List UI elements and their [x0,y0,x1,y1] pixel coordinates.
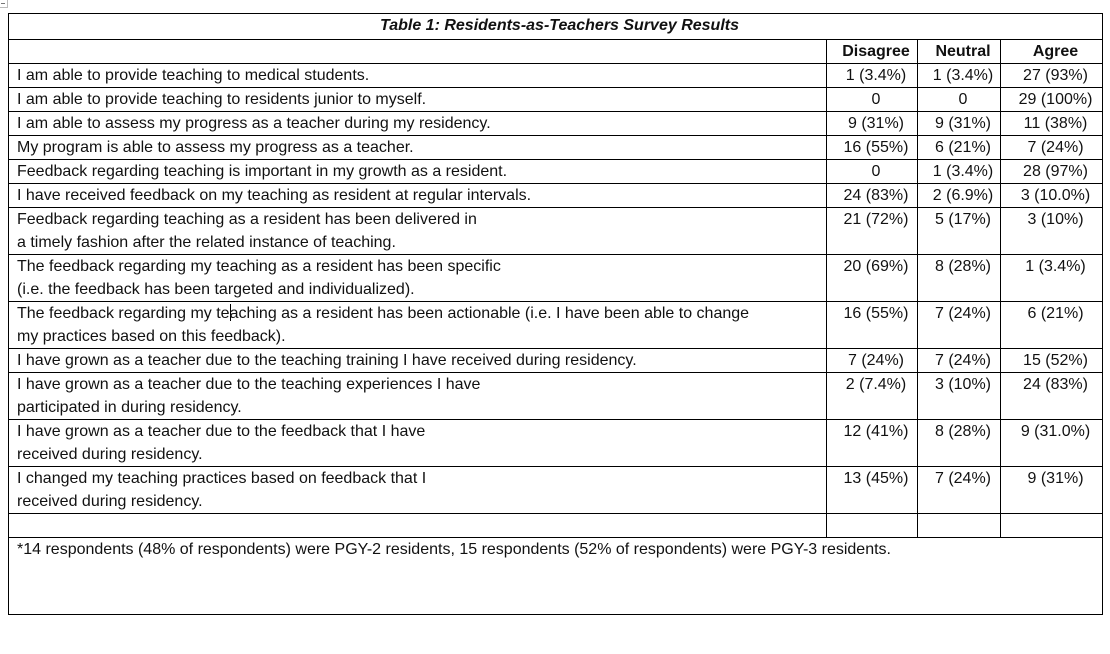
statement-cell[interactable] [9,349,827,373]
table-title-row [9,14,1103,40]
statement-line: The feedback regarding my teaching as a resident has been specific [17,258,501,275]
statement-line-2: received during residency. [17,446,203,463]
empty-row [9,514,1103,538]
neutral-cell[interactable]: 2 (6.9%) [918,184,1001,208]
statement-cell[interactable] [9,160,827,184]
disagree-cell[interactable]: 2 (7.4%) [827,373,918,420]
statement-line: Feedback regarding teaching is important in my growth as a resident. [17,163,508,180]
neutral-cell[interactable]: 1 (3.4%) [918,64,1001,88]
neutral-cell[interactable]: 1 (3.4%) [918,160,1001,184]
neutral-cell[interactable]: 6 (21%) [918,136,1001,160]
disagree-cell[interactable]: 24 (83%) [827,184,918,208]
statement-line: I changed my teaching practices based on feedback that I [17,470,427,487]
footnote-row [9,538,1103,615]
statement-cell[interactable] [9,88,827,112]
agree-cell[interactable]: 7 (24%) [1001,136,1103,160]
neutral-cell[interactable]: 8 (28%) [918,420,1001,467]
header-row [9,40,1103,64]
agree-cell[interactable]: 24 (83%) [1001,373,1103,420]
empty-cell[interactable] [827,514,918,538]
statement-cell[interactable] [9,208,827,255]
empty-cell[interactable] [1001,514,1103,538]
statement-line: I am able to assess my progress as a teacher during my residency. [17,115,491,132]
neutral-cell[interactable]: 8 (28%) [918,255,1001,302]
empty-cell[interactable] [918,514,1001,538]
survey-results-table [8,13,1103,615]
agree-cell[interactable]: 11 (38%) [1001,112,1103,136]
agree-cell[interactable]: 28 (97%) [1001,160,1103,184]
corner-tick [1,3,5,4]
statement-line: My program is able to assess my progress as a teacher. [17,139,414,156]
statement-cell[interactable] [9,420,827,467]
footnote[interactable]: *14 respondents (48% of respondents) were PGY-2 residents, 15 respondents (52% of respondents) were PGY-3 residents. [9,538,1103,615]
agree-cell[interactable]: 15 (52%) [1001,349,1103,373]
statement-line-2: a timely fashion after the related instance of teaching. [17,234,396,251]
disagree-cell[interactable]: 16 (55%) [827,302,918,349]
disagree-cell[interactable]: 1 (3.4%) [827,64,918,88]
statement-cell[interactable] [9,136,827,160]
table-row [9,420,1103,467]
statement-line-2: received during residency. [17,493,203,510]
statement-line-pre: The feedback regarding my te [17,305,230,322]
table-row [9,302,1103,349]
agree-cell[interactable]: 9 (31.0%) [1001,420,1103,467]
neutral-cell[interactable]: 3 (10%) [918,373,1001,420]
statement-line-2: my practices based on this feedback). [17,328,286,345]
empty-cell[interactable] [9,514,827,538]
page-corner-marker [0,0,8,8]
table-row [9,255,1103,302]
table-row [9,88,1103,112]
statement-line: I am able to provide teaching to residents junior to myself. [17,91,427,108]
statement-line-post: aching as a resident has been actionable (i.e. I have been able to change [229,305,750,322]
statement-cell[interactable] [9,184,827,208]
disagree-cell[interactable]: 0 [827,160,918,184]
table-title: Table 1: Residents-as-Teachers Survey Results [9,14,1103,40]
agree-cell[interactable]: 29 (100%) [1001,88,1103,112]
disagree-cell[interactable]: 9 (31%) [827,112,918,136]
table-row [9,160,1103,184]
statement-cell[interactable] [9,467,827,514]
statement-line: I have grown as a teacher due to the feedback that I have [17,423,426,440]
statement-line-2: (i.e. the feedback has been targeted and individualized). [17,281,415,298]
header-neutral: Neutral [918,40,1001,64]
disagree-cell[interactable]: 12 (41%) [827,420,918,467]
statement-line: I have grown as a teacher due to the teaching training I have received during residency. [17,352,637,369]
table-row [9,208,1103,255]
header-disagree: Disagree [827,40,918,64]
statement-cell[interactable] [9,64,827,88]
disagree-cell[interactable]: 16 (55%) [827,136,918,160]
disagree-cell[interactable]: 0 [827,88,918,112]
disagree-cell[interactable]: 20 (69%) [827,255,918,302]
disagree-cell[interactable]: 13 (45%) [827,467,918,514]
statement-line: I am able to provide teaching to medical students. [17,67,370,84]
neutral-cell[interactable]: 7 (24%) [918,302,1001,349]
statement-line: I have received feedback on my teaching as resident at regular intervals. [17,187,532,204]
table-row [9,136,1103,160]
agree-cell[interactable]: 3 (10.0%) [1001,184,1103,208]
table-row [9,112,1103,136]
agree-cell[interactable]: 27 (93%) [1001,64,1103,88]
statement-line: Feedback regarding teaching as a resident has been delivered in [17,211,477,228]
header-agree: Agree [1001,40,1103,64]
neutral-cell[interactable]: 5 (17%) [918,208,1001,255]
disagree-cell[interactable]: 21 (72%) [827,208,918,255]
agree-cell[interactable]: 6 (21%) [1001,302,1103,349]
table-row [9,349,1103,373]
agree-cell[interactable]: 3 (10%) [1001,208,1103,255]
table-row [9,467,1103,514]
statement-line-2: participated in during residency. [17,399,242,416]
agree-cell[interactable]: 1 (3.4%) [1001,255,1103,302]
table-row [9,373,1103,420]
neutral-cell[interactable]: 7 (24%) [918,467,1001,514]
statement-cell[interactable] [9,373,827,420]
table-row [9,64,1103,88]
table-row [9,184,1103,208]
neutral-cell[interactable]: 9 (31%) [918,112,1001,136]
statement-line: I have grown as a teacher due to the teaching experiences I have [17,376,481,393]
neutral-cell[interactable]: 0 [918,88,1001,112]
statement-cell[interactable] [9,112,827,136]
header-blank-cell [9,40,827,64]
disagree-cell[interactable]: 7 (24%) [827,349,918,373]
agree-cell[interactable]: 9 (31%) [1001,467,1103,514]
statement-cell[interactable] [9,255,827,302]
statement-cell[interactable] [9,302,827,349]
neutral-cell[interactable]: 7 (24%) [918,349,1001,373]
